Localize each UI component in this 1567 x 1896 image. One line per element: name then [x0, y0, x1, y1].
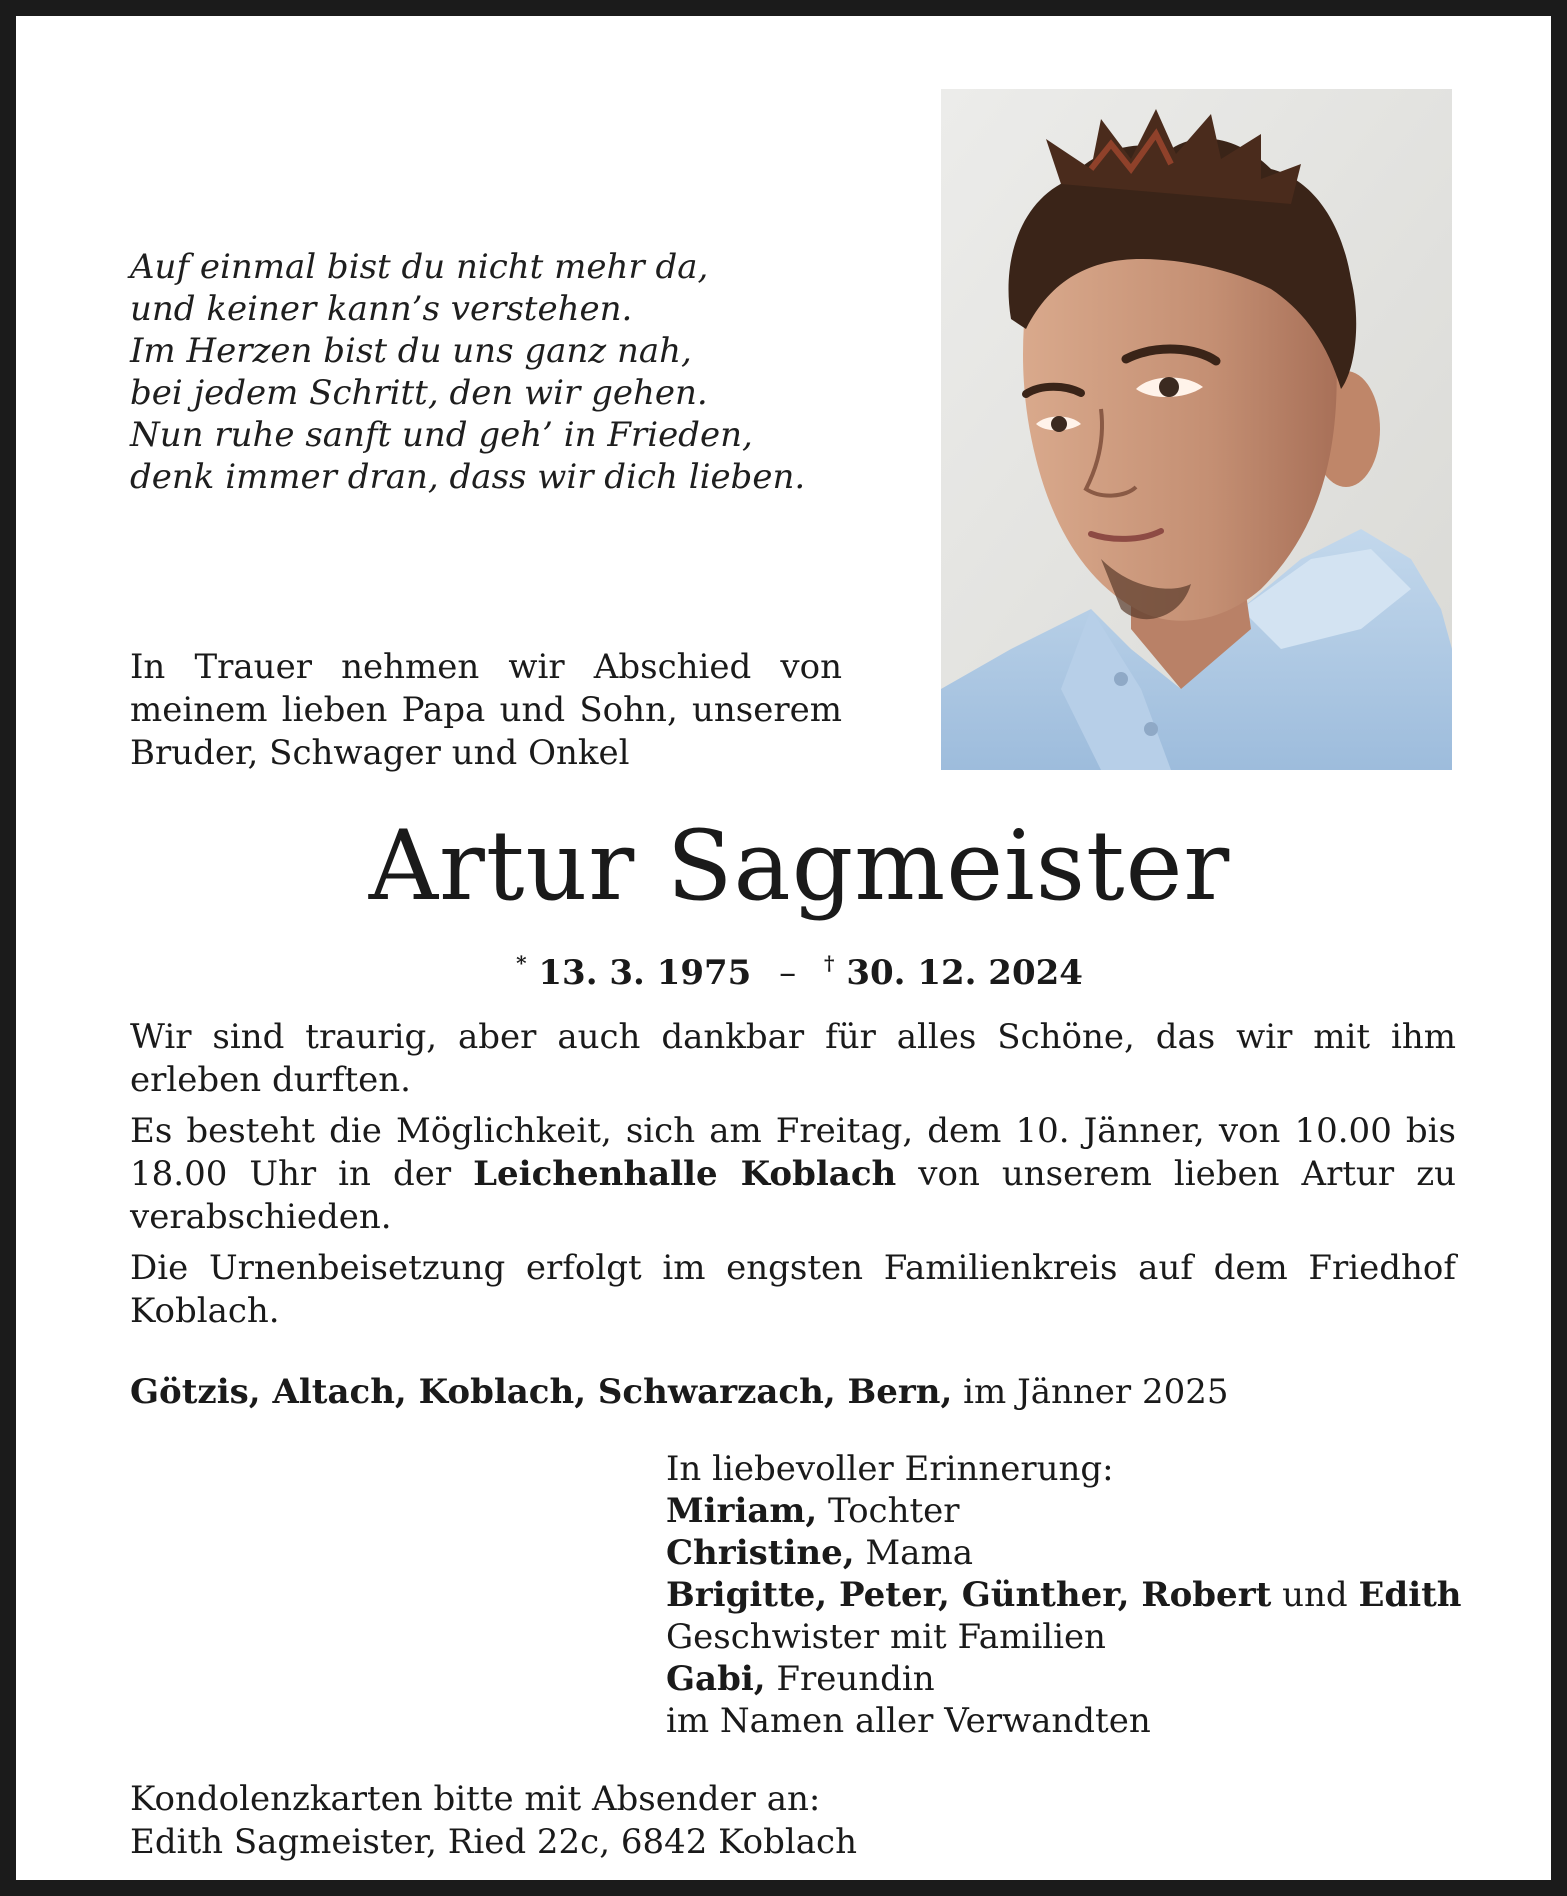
- poem-line: denk immer dran, dass wir dich lieben.: [130, 457, 806, 497]
- mourner-christine: [666, 1532, 1456, 1574]
- paragraph-gratitude: Wir sind traurig, aber auch dankbar für alles Schöne, das wir mit ihm erleben durften.: [130, 1017, 1456, 1100]
- farewell-text-start: Es besteht die Möglichkeit, sich am Freitag, dem 10. Jänner, von 10.00 bis 18.00 Uhr in der: [130, 1111, 1456, 1194]
- birth-date: 13. 3. 1975: [538, 953, 752, 993]
- birth-symbol: *: [516, 951, 527, 975]
- condolence-address-line: Edith Sagmeister, Ried 22c, 6842 Koblach: [130, 1822, 857, 1862]
- mourner-name: Miriam,: [666, 1491, 818, 1531]
- mourner-name: Gabi,: [666, 1659, 766, 1699]
- mourner-role: Tochter: [817, 1491, 960, 1531]
- portrait-photo: [941, 89, 1452, 770]
- intro-text: In Trauer nehmen wir Abschied von meinem lieben Papa und Sohn, unserem Bruder, Schwager und Onkel: [130, 647, 842, 773]
- life-dates: [16, 941, 1567, 995]
- farewell-text-end: von unserem lieben Artur zu verabschieden.: [130, 1154, 1457, 1237]
- poem-line: und keiner kann’s verstehen.: [130, 289, 633, 329]
- mourner-siblings: [666, 1574, 1462, 1616]
- mourners-list: [666, 1448, 1462, 1742]
- deceased-name: Artur Sagmeister: [368, 810, 1231, 922]
- places-date: im Jänner 2025: [952, 1372, 1229, 1412]
- mourner-name: Edith: [1358, 1575, 1462, 1615]
- poem: [130, 246, 830, 498]
- death-date: 30. 12. 2024: [846, 953, 1083, 993]
- mourner-role: Freundin: [765, 1659, 935, 1699]
- mourners-heading: In liebevoller Erinnerung:: [666, 1449, 1114, 1489]
- farewell-location: Leichenhalle Koblach: [473, 1154, 897, 1194]
- poem-line: Auf einmal bist du nicht mehr da,: [130, 247, 709, 287]
- conjunction: und: [1271, 1575, 1359, 1615]
- poem-line: Nun ruhe sanft und geh’ in Frieden,: [130, 415, 753, 455]
- death-symbol: †: [824, 951, 835, 975]
- condolence-address: [130, 1778, 1130, 1864]
- portrait-illustration: [941, 89, 1452, 770]
- mourner-siblings-role: Geschwister mit Familien: [666, 1617, 1106, 1657]
- poem-line: Im Herzen bist du uns ganz nah,: [130, 331, 692, 371]
- announcement-body: [130, 1016, 1456, 1341]
- date-separator: –: [779, 953, 797, 993]
- paragraph-burial: Die Urnenbeisetzung erfolgt im engsten Familienkreis auf dem Friedhof Koblach.: [130, 1248, 1456, 1331]
- mourner-role: Mama: [854, 1533, 973, 1573]
- paragraph-farewell: [130, 1110, 1456, 1239]
- places-list: Götzis, Altach, Koblach, Schwarzach, Bern,: [130, 1372, 953, 1412]
- condolence-line: Kondolenzkarten bitte mit Absender an:: [130, 1779, 821, 1819]
- poem-line: bei jedem Schritt, den wir gehen.: [130, 373, 708, 413]
- mourner-name: Brigitte, Peter, Günther, Robert: [666, 1575, 1272, 1615]
- mourner-name: Christine,: [666, 1533, 855, 1573]
- places-date-line: [130, 1371, 1456, 1414]
- mourner-gabi: [666, 1658, 1456, 1700]
- mourners-closing: im Namen aller Verwandten: [666, 1701, 1151, 1741]
- mourner-miriam: [666, 1490, 1456, 1532]
